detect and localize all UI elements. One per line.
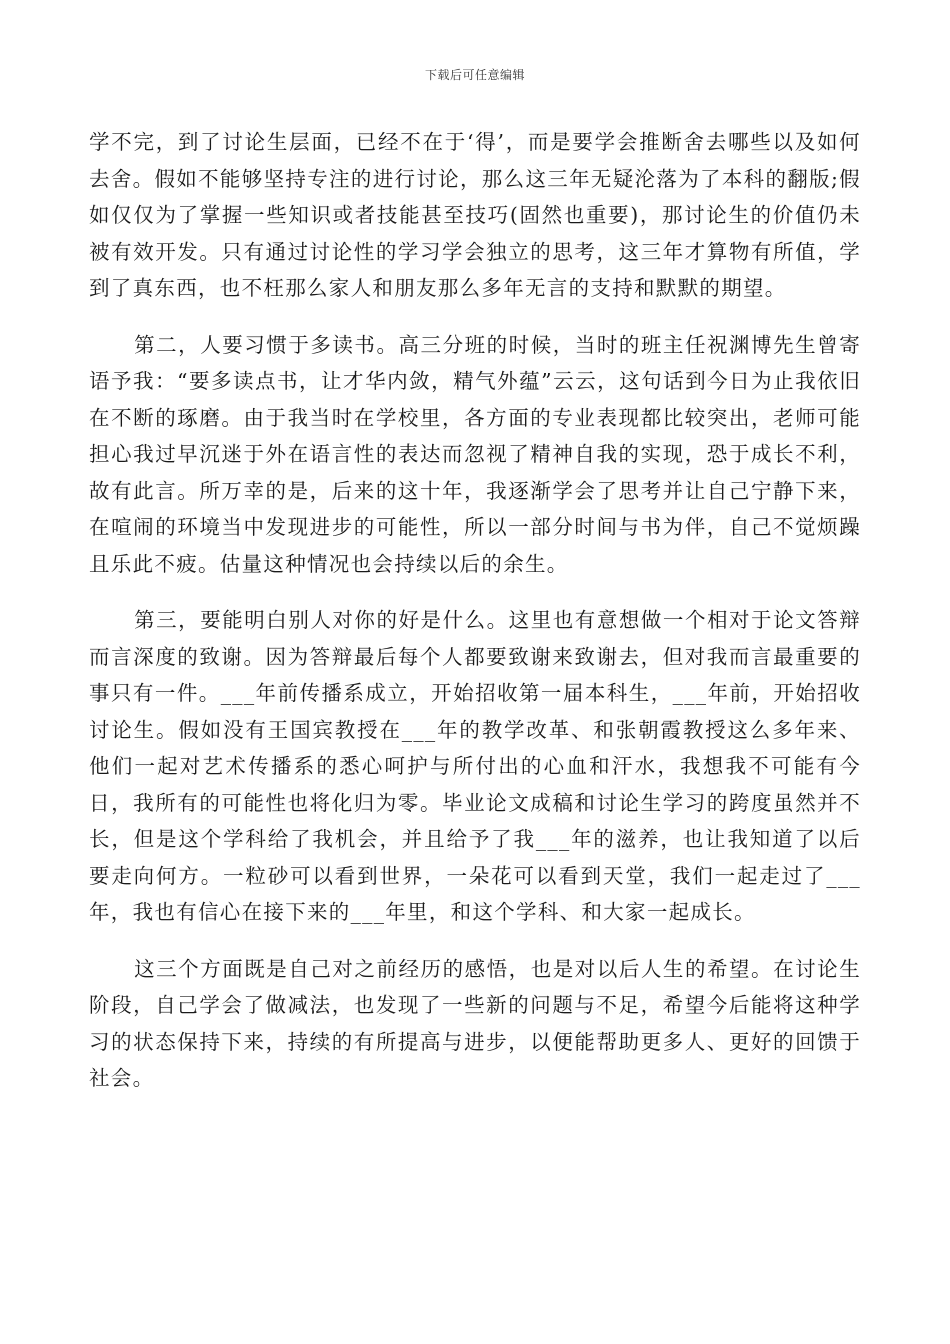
paragraph-third-point: 第三，要能明白别人对你的好是什么。这里也有意想做一个相对于论文答辩而言深度的致谢。因为答辩最后每个人都要致谢来致谢去，但对我而言最重要的事只有一件。___年前传播系成立，开始招收第一届本科生，___年前，开始招收讨论生。假如没有王国宾教授在___年的教学改革、和张朝霞教授这么多年来、他们一起对艺术传播系的悉心呵护与所付出的心血和汗水，我想我不可能有今日，我所有的可能性也将化归为零。毕业论文成稿和讨论生学习的跨度虽然并不长，但是这个学科给了我机会，并且给予了我___年的滋养，也让我知道了以后要走向何方。一粒砂可以看到世界，一朵花可以看到天堂，我们一起走过了___年，我也有信心在接下来的___年里，和这个学科、和大家一起成长。 <box>89 608 861 924</box>
page-header: 下载后可任意编辑 <box>424 68 525 82</box>
document-body <box>89 124 861 1117</box>
paragraph-continuation: 学不完，到了讨论生层面，已经不在于‘得’，而是要学会推断舍去哪些以及如何去舍。假如不能够坚持专注的进行讨论，那么这三年无疑沦落为了本科的翻版;假如仅仅为了掌握一些知识或者技能甚至技巧(固然也重要)，那讨论生的价值仍未被有效开发。只有通过讨论性的学习学会独立的思考，这三年才算物有所值，学到了真东西，也不枉那么家人和朋友那么多年无言的支持和默默的期望。 <box>89 130 861 300</box>
paragraph-second-point: 第二，人要习惯于多读书。高三分班的时候，当时的班主任祝渊博先生曾寄语予我：“要多读点书，让才华内敛，精气外蕴”云云，这句话到今日为止我依旧在不断的琢磨。由于我当时在学校里，各方面的专业表现都比较突出，老师可能担心我过早沉迷于外在语言性的表达而忽视了精神自我的实现，恐于成长不利，故有此言。所万幸的是，后来的这十年，我逐渐学会了思考并让自己宁静下来，在喧闹的环境当中发现进步的可能性，所以一部分时间与书为伴，自己不觉烦躁且乐此不疲。估量这种情况也会持续以后的余生。 <box>89 332 861 576</box>
paragraph-conclusion: 这三个方面既是自己对之前经历的感悟，也是对以后人生的希望。在讨论生阶段，自己学会了做减法，也发现了一些新的问题与不足，希望今后能将这种学习的状态保持下来，持续的有所提高与进步，以便能帮助更多人、更好的回馈于社会。 <box>89 956 861 1090</box>
